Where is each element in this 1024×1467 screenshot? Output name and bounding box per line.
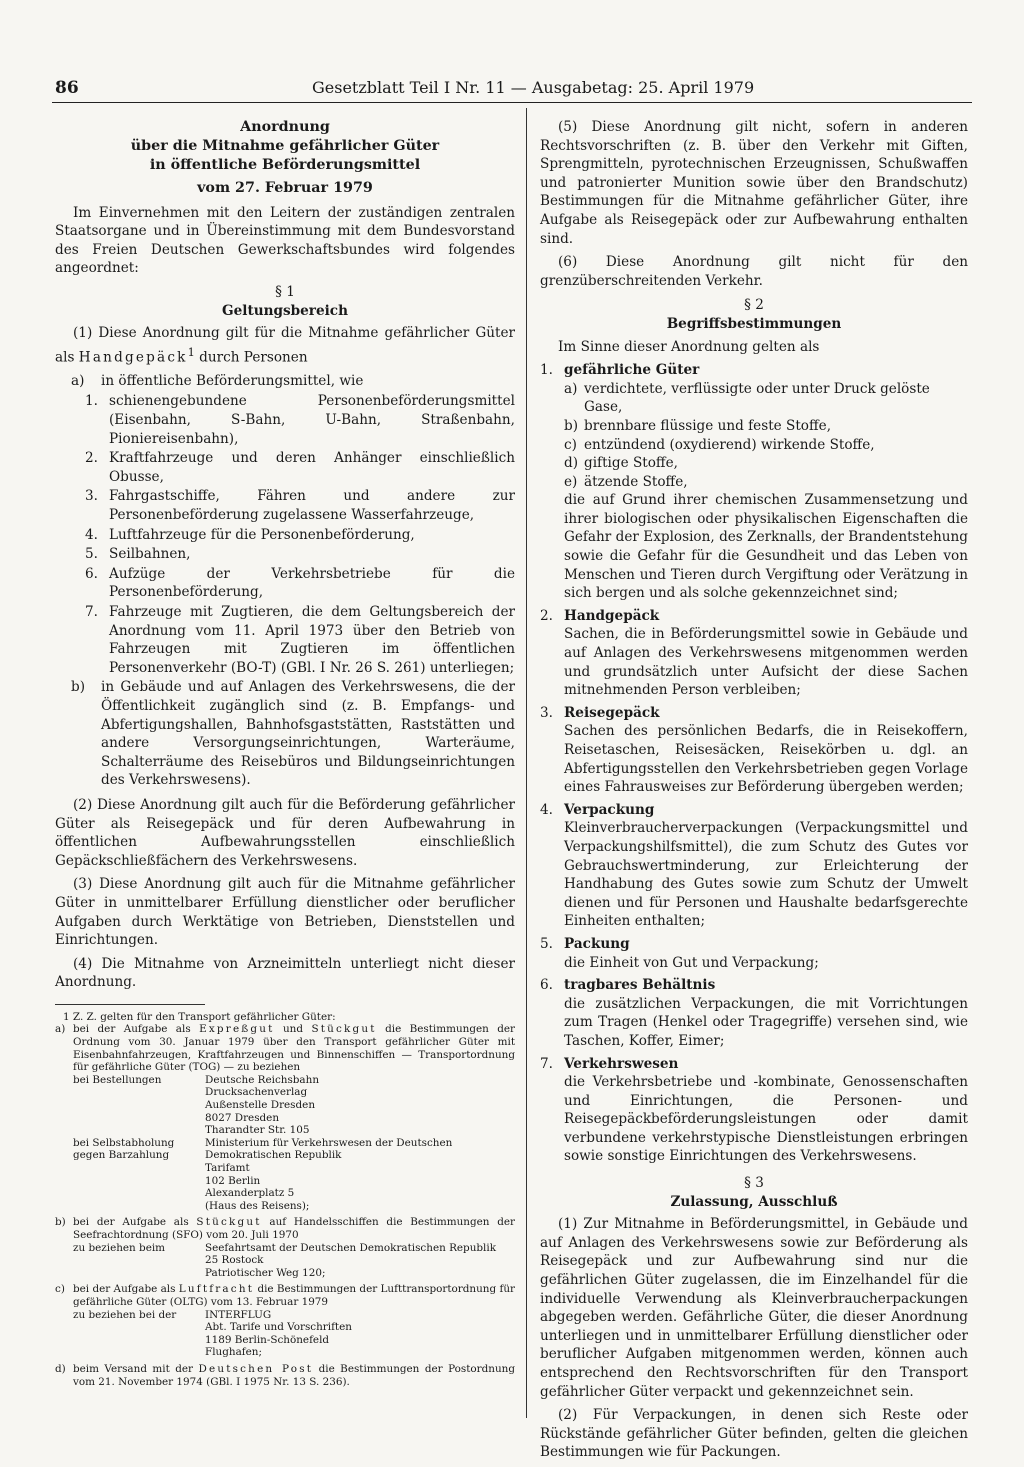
definition-term-label: Reisegepäck xyxy=(564,704,660,721)
section-number: § 3 xyxy=(744,1175,764,1192)
text: auf Handelsschiffen die Bestimmungen der Seefrachtordnung (SFO) vom 20. Juli 1970 xyxy=(73,1216,515,1241)
subitem-marker: c) xyxy=(564,436,577,453)
item-text: Fahrgastschiffe, Fähren und andere zur Personenbeförderung zugelassene Wasserfahrzeuge, xyxy=(109,488,515,524)
footnote xyxy=(55,1011,515,1388)
list-item xyxy=(85,545,515,564)
list-item xyxy=(85,487,515,524)
item-number: 1. xyxy=(85,393,98,410)
item-text: schienengebundene Personenbeförderungsmittel (Eisenbahn, S-Bahn, U-Bahn, Straßenbahn, Pioniereisenbahn), xyxy=(109,393,515,447)
footnote-item-d xyxy=(55,1363,515,1388)
definition-body: die auf Grund ihrer chemischen Zusammensetzung und ihrer biologischen oder physikalischen Eigenschaften die Gefahr der Explosion, des Zerknalls, der Brandentstehung sowie die Gefahr für die Gesundheit und das Leben von Menschen und Tieren durch Vergiftung oder Verätzung in sich bergen und als solche gekennzeichnet sind; xyxy=(564,492,968,602)
spaced-term: Deutschen Post xyxy=(198,1362,314,1375)
item-text: Luftfahrzeuge für die Personenbeförderung, xyxy=(109,526,415,543)
definition-term-label: Packung xyxy=(564,935,630,952)
right-column xyxy=(540,118,968,1467)
subitem-text: brennbare flüssige und feste Stoffe, xyxy=(584,417,832,434)
address-block xyxy=(55,1074,515,1137)
item-marker: d) xyxy=(55,1362,66,1375)
section-title: Geltungsbereich xyxy=(222,302,348,319)
item-text: Aufzüge der Verkehrsbetriebe für die Personenbeförderung, xyxy=(109,565,515,601)
text: bei der Aufgabe als xyxy=(73,1216,189,1229)
running-title: Gesetzblatt Teil I Nr. 11 — Ausgabetag: 25. April 1979 xyxy=(312,78,755,97)
paragraph-6: (6) Diese Anordnung gilt nicht für den grenzüberschreitenden Verkehr. xyxy=(540,254,968,289)
list-item xyxy=(85,526,515,545)
definition-subitem xyxy=(564,473,968,492)
section-title: Zulassung, Ausschluß xyxy=(670,1193,838,1210)
footnote-item-a xyxy=(55,1023,515,1073)
item-marker: b) xyxy=(71,679,86,696)
page-number: 86 xyxy=(55,78,79,98)
preamble: Im Einvernehmen mit den Leitern der zuständigen zentralen Staatsorgane und in Übereinstimmung mit dem Bundesvorstand des Freien Deutschen Gewerkschaftsbundes wird folgendes angeordnet: xyxy=(55,204,515,277)
item-marker: a) xyxy=(71,372,85,389)
subitem-text: ätzende Stoffe, xyxy=(584,473,688,490)
item-text xyxy=(73,1283,515,1308)
p1-text-b: durch Personen xyxy=(199,349,308,366)
paragraph-2: (2) Diese Anordnung gilt auch für die Beförderung gefährlicher Güter als Reisegepäck und für deren Aufbewahrung in öffentlichen Aufbewahrungsstellen einschließlich Gepäckschließfächern des Verkehrswesens. xyxy=(55,796,515,869)
item-text: in öffentliche Beförderungsmittel, wie xyxy=(101,372,364,389)
address-block xyxy=(55,1309,515,1359)
footnote-intro: 1 Z. Z. gelten für den Transport gefährlicher Güter: xyxy=(63,1010,336,1023)
definition-term-label: Verkehrswesen xyxy=(564,1055,679,1072)
subitem-marker: e) xyxy=(564,473,578,490)
p1-text-a: (1) Diese Anordnung gilt für die Mitnahme gefährlicher Güter als xyxy=(55,325,515,366)
definition-term-label: tragbares Behältnis xyxy=(564,977,716,994)
definition-term-label: gefährliche Güter xyxy=(564,362,700,379)
definition-term xyxy=(540,801,968,820)
footnote-item-c xyxy=(55,1283,515,1308)
p1-spaced-term: Handgepäck xyxy=(78,349,188,366)
text: beim Versand mit der xyxy=(73,1362,194,1375)
definition-term xyxy=(540,935,968,954)
definition-number: 2. xyxy=(540,607,553,624)
definition-term xyxy=(540,704,968,723)
text: die Bestimmungen der Lufttransportordnung für gefährliche Güter (OLTG) vom 13. Februar 1979 xyxy=(73,1283,515,1308)
item-marker: a) xyxy=(55,1023,66,1036)
paragraph-3: (3) Diese Anordnung gilt auch für die Mitnahme gefährlicher Güter in unmittelbarer Erfüllung dienstlicher oder beruflicher Aufgaben durch Werktätige von Betrieben, Dienststellen und Einrichtungen. xyxy=(55,876,515,949)
definition-term-label: Verpackung xyxy=(564,801,655,818)
definition-term xyxy=(540,607,968,626)
column-divider xyxy=(526,108,527,1418)
item-text xyxy=(73,1363,515,1388)
subitem-marker: b) xyxy=(564,417,579,434)
address-block xyxy=(55,1137,515,1213)
list-item xyxy=(85,449,515,486)
item-number: 3. xyxy=(85,488,98,505)
address: Seefahrtsamt der Deutschen Demokratischen Republik 25 Rostock Patriotischer Weg 120; xyxy=(205,1241,496,1279)
vehicle-list xyxy=(85,392,515,677)
text: die Bestimmungen der Ordnung vom 30. Januar 1979 über den Transport gefährlicher Güter mit Eisenbahnfahrzeugen, Kraftfahrzeugen und Binnenschiffen — Transportordnung für gefährliche Güter (TOG) — zu beziehen xyxy=(73,1023,516,1074)
subitem-marker: d) xyxy=(564,455,579,472)
title-line: in öffentliche Beförderungsmittel xyxy=(149,157,421,173)
definition-body: Kleinverbraucherverpackungen (Verpackungsmittel und Verpackungshilfsmittel), die zum Schutz des Gutes vor Gebrauchswertminderung, zur Erleichterung der Handhabung des Gutes sowie zum Schutz der Umwelt dienen und für Personen und Haushalte bedarfsgerechte Einheiten enthalten; xyxy=(564,820,968,930)
definition-body: die Einheit von Gut und Verpackung; xyxy=(564,954,819,971)
s3-paragraph-2: (2) Für Verpackungen, in denen sich Reste oder Rückstände gefährlicher Güter befinden, gelten die gleichen Bestimmungen wie für Packungen. xyxy=(540,1407,968,1461)
paragraph-1 xyxy=(55,324,515,367)
s3-paragraph-1: (1) Zur Mitnahme in Beförderungsmittel, in Gebäude und auf Anlagen des Verkehrswesens sowie zur Beförderung als Reisegepäck und zur Aufbewahrung sind nur die gefährlichen Güter zugelassen, die im Einzelhandel für die individuelle Verwendung als Kleinverbraucherpackungen abgegeben werden. Gefährliche Güter, die dieser Anordnung unterliegen und in unmittelbarer Erfüllung dienstlicher oder beruflicher Aufgaben mitgenommen werden, können auch entsprechend den Rechtsvorschriften für den Transport gefährlicher Güter verpackt und gekennzeichnet sein. xyxy=(540,1216,968,1400)
subitem-text: verdichtete, verflüssigte oder unter Druck gelöste Gase, xyxy=(584,380,930,416)
footnote-item-b xyxy=(55,1216,515,1241)
address-label: bei Selbstabholung gegen Barzahlung xyxy=(73,1136,175,1162)
item-number: 4. xyxy=(85,526,98,543)
footnote-marker: 1 xyxy=(187,344,195,359)
item-number: 7. xyxy=(85,604,98,620)
address: INTERFLUG Abt. Tarife und Vorschriften 1189 Berlin-Schönefeld Flughafen; xyxy=(205,1308,352,1359)
item-text xyxy=(73,1023,515,1073)
address-label: zu beziehen beim xyxy=(73,1241,166,1254)
item-text xyxy=(73,1216,515,1241)
item-text: Seilbahnen, xyxy=(109,546,191,563)
title-line: über die Mitnahme gefährlicher Güter xyxy=(130,138,440,154)
header-rule xyxy=(52,102,972,103)
address-block xyxy=(55,1242,515,1280)
item-number: 6. xyxy=(85,565,98,582)
definition-number: 6. xyxy=(540,977,553,994)
item-marker: c) xyxy=(55,1283,65,1296)
title-line: Anordnung xyxy=(240,119,330,135)
address-label: zu beziehen bei der xyxy=(73,1308,177,1321)
definition-body: Sachen des persönlichen Bedarfs, die in Reisekoffern, Reisetaschen, Reisesäcken, Reisekörben u. dgl. an Abfertigungsstellen den Verkehrsbetrieben gegen Vorlage eines Fahrausweises zur Beförderung übergeben werden; xyxy=(564,723,968,796)
section-title: Begriffsbestimmungen xyxy=(666,315,842,332)
list-item xyxy=(85,565,515,602)
text: bei der Aufgabe als xyxy=(73,1023,191,1036)
spaced-term: Expreßgut xyxy=(199,1023,275,1036)
text: bei der Aufgabe als xyxy=(73,1283,176,1296)
item-number: 5. xyxy=(85,546,98,563)
definition-subitem xyxy=(564,417,968,436)
subitem-text: giftige Stoffe, xyxy=(584,455,678,472)
footnote-rule xyxy=(55,1004,205,1005)
definition-term xyxy=(540,361,968,380)
item-text: Fahrzeuge mit Zugtieren, die dem Geltungsbereich der Anordnung vom 11. April 1973 über den Betrieb von Fahrzeugen mit Zugtieren im öffentlichen Personenverkehr (BO-T) (GBl. I Nr. 26 S. 261) unterliegen; xyxy=(109,604,515,676)
ordinance-title xyxy=(55,118,515,175)
definition-number: 5. xyxy=(540,935,553,952)
definition-subitem xyxy=(564,380,968,417)
item-marker: b) xyxy=(55,1216,66,1229)
spaced-term: Luftfracht xyxy=(178,1283,255,1296)
list-item-b xyxy=(55,678,515,790)
text: und xyxy=(282,1023,304,1036)
list-item xyxy=(85,603,515,677)
item-text: Kraftfahrzeuge und deren Anhänger einschließlich Obusse, xyxy=(109,450,515,485)
address: Ministerium für Verkehrswesen der Deutschen Demokratischen Republik Tarifamt 102 Berlin Alexanderplatz 5 (Haus des Reisens); xyxy=(205,1136,453,1212)
definition-number: 7. xyxy=(540,1055,553,1072)
section-number: § 1 xyxy=(275,283,295,300)
item-number: 2. xyxy=(85,450,98,467)
definition-number: 1. xyxy=(540,362,553,379)
spaced-term: Stückgut xyxy=(196,1216,262,1229)
definitions-list xyxy=(540,361,968,1166)
text: die Bestimmungen der Postordnung vom 21. November 1974 (GBl. I 1975 Nr. 13 S. 236). xyxy=(73,1362,516,1388)
address: Deutsche Reichsbahn Drucksachenverlag Außenstelle Dresden 8027 Dresden Tharandter Str. 105 xyxy=(205,1073,320,1137)
definition-term xyxy=(540,1055,968,1074)
definition-body: die zusätzlichen Verpackungen, die mit Vorrichtungen zum Tragen (Henkel oder Tragegriffe) versehen sind, wie Taschen, Koffer, Eimer; xyxy=(564,995,968,1049)
definition-term xyxy=(540,976,968,995)
spaced-term: Stückgut xyxy=(311,1023,377,1036)
definitions-intro: Im Sinne dieser Anordnung gelten als xyxy=(558,338,820,355)
ordinance-date: vom 27. Februar 1979 xyxy=(197,180,373,196)
paragraph-4: (4) Die Mitnahme von Arzneimitteln unterliegt nicht dieser Anordnung. xyxy=(55,955,515,991)
item-text: in Gebäude und auf Anlagen des Verkehrswesens, die der Öffentlichkeit zugänglich sind (z. B. Empfangs- und Abfertigungshallen, Bahnhofsgaststätten, Raststätten und andere Versorgungseinrichtungen, Warteräume, Schalterräume des Reisebüros und Bildungseinrichtungen des Verkehrswesens). xyxy=(101,679,515,789)
list-item xyxy=(85,392,515,448)
definition-number: 3. xyxy=(540,704,553,721)
definition-body: die Verkehrsbetriebe und -kombinate, Genossenschaften und Einrichtungen, die Personen- und Reisegepäckbeförderungsleistungen oder damit verbundene verkehrstypische Dienstleistungen erbringen sowie sonstige Einrichtungen des Verkehrswesens. xyxy=(564,1074,968,1165)
definition-body: Sachen, die in Beförderungsmittel sowie in Gebäude und auf Anlagen des Verkehrswesens mitgenommen werden und grundsätzlich unter Aufsicht der diese Sachen mitnehmenden Person verbleiben; xyxy=(564,626,968,699)
section-number: § 2 xyxy=(744,297,764,314)
list-item-a xyxy=(55,372,515,391)
definition-subitem xyxy=(564,436,968,455)
definition-subitem xyxy=(564,454,968,473)
paragraph-5: (5) Diese Anordnung gilt nicht, sofern in anderen Rechtsvorschriften (z. B. über den Verkehr mit Giften, Sprengmitteln, pyrotechnischen Erzeugnissen, Schußwaffen und patronierter Munition sowie über den Brandschutz) Bestimmungen für die Mitnahme gefährlicher Güter, ihre Aufgabe als Reisegepäck oder zur Aufbewahrung enthalten sind. xyxy=(540,119,968,247)
address-label: bei Bestellungen xyxy=(73,1073,162,1086)
subitem-marker: a) xyxy=(564,380,578,397)
left-column xyxy=(55,118,515,1388)
subitem-text: entzündend (oxydierend) wirkende Stoffe, xyxy=(584,436,875,453)
definition-number: 4. xyxy=(540,801,553,818)
definition-term-label: Handgepäck xyxy=(564,607,660,624)
